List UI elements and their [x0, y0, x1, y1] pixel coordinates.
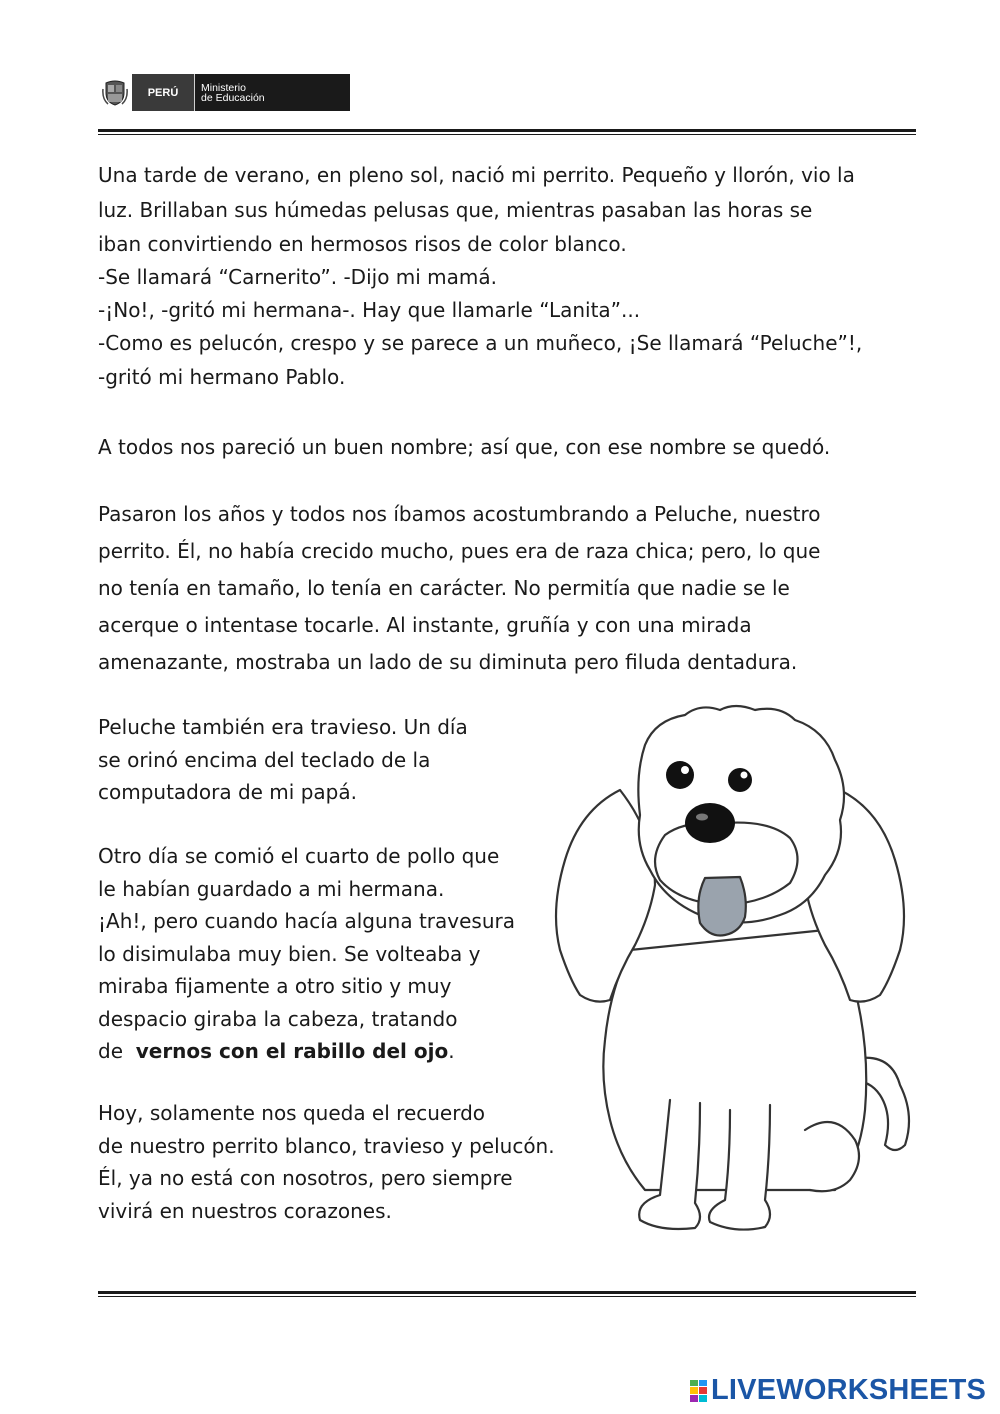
- mischief-paragraph: [98, 711, 468, 809]
- text-line: lo disimulaba muy bien. Se volteaba y: [98, 941, 481, 966]
- text-line: luz. Brillaban sus húmedas pelusas que, mientras pasaban las horas se: [98, 198, 813, 222]
- text-line: -gritó mi hermano Pablo.: [98, 365, 346, 389]
- text-line: iban convirtiendo en hermosos risos de color blanco.: [98, 232, 627, 256]
- text-line: -¡No!, -gritó mi hermana-. Hay que llamarle “Lanita”...: [98, 298, 641, 322]
- ministry-name-line: Ministerio: [201, 82, 246, 94]
- ministry-logo: [98, 74, 350, 111]
- text-fragment: de: [98, 1039, 136, 1063]
- ministry-name-line: de Educación: [201, 92, 265, 104]
- ending-paragraph: [98, 1097, 555, 1227]
- name-accepted-paragraph: [98, 432, 928, 462]
- chicken-paragraph: [98, 840, 515, 1068]
- text-line: Pasaron los años y todos nos íbamos acostumbrando a Peluche, nuestro: [98, 502, 821, 526]
- text-line: vivirá en nuestros corazones.: [98, 1198, 392, 1223]
- header-divider: [98, 129, 916, 135]
- text-line: ¡Ah!, pero cuando hacía alguna travesura: [98, 909, 515, 933]
- text-line: A todos nos pareció un buen nombre; así que, con ese nombre se quedó.: [98, 435, 831, 459]
- text-fragment: .: [448, 1039, 455, 1063]
- story-intro-paragraph: [98, 158, 928, 395]
- liveworksheets-icon: [690, 1380, 707, 1402]
- ministry-name: [195, 74, 350, 111]
- text-line: despacio giraba la cabeza, tratando: [98, 1006, 458, 1031]
- text-line: computadora de mi papá.: [98, 780, 357, 804]
- character-paragraph: [98, 496, 928, 681]
- text-line: -Como es pelucón, crespo y se parece a un muñeco, ¡Se llamará “Peluche”!,: [98, 331, 863, 355]
- text-line: Peluche también era travieso. Un día: [98, 715, 468, 739]
- text-line: Una tarde de verano, en pleno sol, nació mi perrito. Pequeño y llorón, vio la: [98, 163, 855, 187]
- text-line: miraba fijamente a otro sitio y muy: [98, 974, 452, 998]
- text-line: le habían guardado a mi hermana.: [98, 876, 445, 901]
- text-line: perrito. Él, no había crecido mucho, pues era de raza chica; pero, lo que: [98, 539, 821, 563]
- coat-of-arms-icon: [98, 74, 132, 111]
- liveworksheets-brand: LIVEWORKSHEETS: [711, 1374, 987, 1406]
- text-line: [98, 1035, 515, 1068]
- country-label: PERÚ: [132, 74, 195, 111]
- highlighted-phrase: vernos con el rabillo del ojo: [135, 1039, 449, 1063]
- text-line: de nuestro perrito blanco, travieso y pelucón.: [98, 1133, 555, 1158]
- dog-illustration: [550, 700, 920, 1240]
- text-line: Hoy, solamente nos queda el recuerdo: [98, 1101, 486, 1125]
- text-line: Otro día se comió el cuarto de pollo que: [98, 844, 500, 868]
- liveworksheets-logo[interactable]: [690, 1374, 986, 1407]
- text-line: no tenía en tamaño, lo tenía en carácter. No permitía que nadie se le: [98, 576, 790, 600]
- text-line: acerque o intentase tocarle. Al instante, gruñía y con una mirada: [98, 613, 752, 637]
- text-line: Él, ya no está con nosotros, pero siempre: [98, 1166, 513, 1190]
- footer-divider: [98, 1291, 916, 1297]
- text-line: se orinó encima del teclado de la: [98, 747, 431, 772]
- text-line: amenazante, mostraba un lado de su diminuta pero filuda dentadura.: [98, 650, 798, 674]
- text-line: -Se llamará “Carnerito”. -Dijo mi mamá.: [98, 265, 498, 289]
